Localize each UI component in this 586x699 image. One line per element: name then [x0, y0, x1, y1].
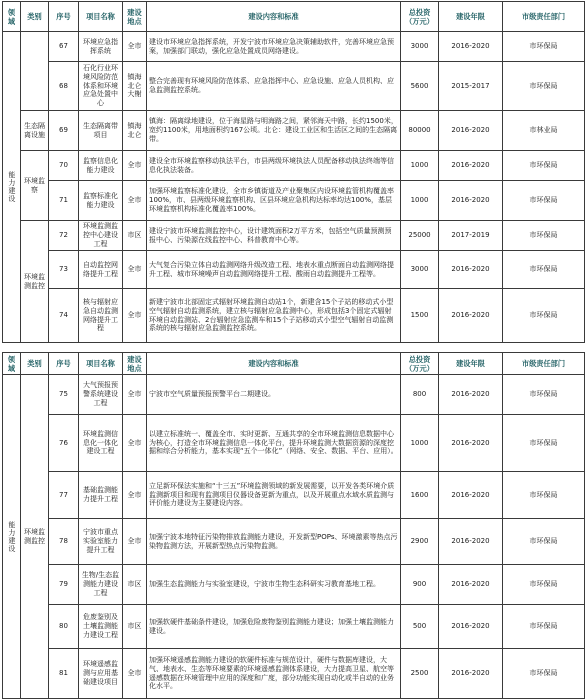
- table-row: [3, 151, 585, 181]
- header-dept: 市级责任部门: [503, 2, 585, 32]
- project-table-1: [2, 1, 585, 343]
- row-no: 71: [49, 181, 79, 221]
- row-investment: 5600: [401, 62, 439, 111]
- table-row: [3, 289, 585, 343]
- header-location: 建设地点: [123, 353, 147, 375]
- header-location: 建设地点: [123, 2, 147, 32]
- row-project: 危废鉴别及土壤监测能力建设工程: [79, 605, 123, 649]
- header-project: 项目名称: [79, 353, 123, 375]
- row-period: 2016-2020: [439, 472, 503, 519]
- table-gap: [0, 345, 586, 351]
- row-period: 2016-2020: [439, 289, 503, 343]
- table-row: [3, 251, 585, 289]
- row-location: 全市: [123, 375, 147, 415]
- row-dept: 市环保局: [503, 649, 585, 699]
- row-no: 76: [49, 415, 79, 472]
- row-investment: 1000: [401, 181, 439, 221]
- row-no: 79: [49, 565, 79, 605]
- table-row: [3, 32, 585, 62]
- row-no: 80: [49, 605, 79, 649]
- header-domain: 领域: [3, 2, 21, 32]
- row-period: 2015-2017: [439, 62, 503, 111]
- row-period: 2016-2020: [439, 375, 503, 415]
- row-dept: 市环保局: [503, 151, 585, 181]
- row-location: 全市: [123, 472, 147, 519]
- header-no: 序号: [49, 353, 79, 375]
- row-period: 2016-2020: [439, 251, 503, 289]
- row-content: 建设宁波市环境监测监控中心，设计建筑面积2万平方米，包括空气质量预测预报中心、污染源在线监控中心、科普教育中心等。: [147, 221, 401, 251]
- domain-cell: 能力建设: [3, 32, 21, 343]
- table-row: [3, 519, 585, 565]
- row-investment: 1000: [401, 415, 439, 472]
- row-project: 环境监测监控中心建设工程: [79, 221, 123, 251]
- row-period: 2016-2020: [439, 181, 503, 221]
- category-cell: 环境监测监控: [21, 221, 49, 343]
- row-investment: 800: [401, 375, 439, 415]
- row-project: 大气预报预警系统建设工程: [79, 375, 123, 415]
- row-no: 69: [49, 111, 79, 151]
- row-no: 72: [49, 221, 79, 251]
- header-category: 类别: [21, 353, 49, 375]
- row-no: 74: [49, 289, 79, 343]
- header-domain: 领域: [3, 353, 21, 375]
- row-content: 加强宁波本地特征污染物排放监测能力建设，开发新型POPs、环境激素等热点污染物监测方法，开展新型热点污染物监测。: [147, 519, 401, 565]
- row-investment: 80000: [401, 111, 439, 151]
- row-dept: 市环保局: [503, 289, 585, 343]
- header-category: 类别: [21, 2, 49, 32]
- header-dept: 市级责任部门: [503, 353, 585, 375]
- table-row: [3, 375, 585, 415]
- row-content: 加强生态监测能力与实验室建设，宁波市生物生态科研实习教育基地工程。: [147, 565, 401, 605]
- row-investment: 25000: [401, 221, 439, 251]
- row-project: 生物/生态监测能力建设工程: [79, 565, 123, 605]
- row-project: 宁波市重点实验室能力提升工程: [79, 519, 123, 565]
- row-investment: 1000: [401, 151, 439, 181]
- header-content: 建设内容和标准: [147, 353, 401, 375]
- row-content: 加强环境监察标准化建设，全市乡镇街道及产业聚集区内设环境监管机构覆盖率100%，市、县两级环境监察机构、区县环境应急机构达标率均达100%，基层环境监察机构标准化覆盖率100%。: [147, 181, 401, 221]
- header-investment: 总投资（万元）: [401, 353, 439, 375]
- row-no: 81: [49, 649, 79, 699]
- row-investment: 3000: [401, 251, 439, 289]
- row-no: 68: [49, 62, 79, 111]
- row-content: 以建立标准统一、覆盖全市、实时更新、互通共享的全市环境监测信息数据中心为核心，打造全市环境监测信息一体化平台，提升环境监测大数据资源的深度挖掘和综合分析能力，基本实现“五个一体化”（网络、安全、数据、平台、应用）。: [147, 415, 401, 472]
- row-dept: 市环保局: [503, 32, 585, 62]
- row-investment: 3000: [401, 32, 439, 62]
- row-project: 环境监测信息化一体化建设工程: [79, 415, 123, 472]
- row-dept: 市环保局: [503, 415, 585, 472]
- row-project: 生态隔离带项目: [79, 111, 123, 151]
- category-cell: 环境监察: [21, 151, 49, 221]
- row-location: 全市: [123, 151, 147, 181]
- row-content: 镇海：隔离绿地建设，位于海星路与明海路之间，紧邻海天中路，长约1500米，宽约1100米，用地面积约167公顷。北仑：建设工业区和生活区之间的生态隔离带。: [147, 111, 401, 151]
- row-location: 市区: [123, 221, 147, 251]
- row-project: 环境遥感监测与应用基础建设项目: [79, 649, 123, 699]
- row-dept: 市环保局: [503, 519, 585, 565]
- row-content: 整合完善现有环境风险防范体系、应急指挥中心、应急设施、应急人员机构、应急监测监控系统。: [147, 62, 401, 111]
- row-location: 镇海北仑大榭: [123, 62, 147, 111]
- header-period: 建设年限: [439, 2, 503, 32]
- table-row: [3, 221, 585, 251]
- table-row: [3, 415, 585, 472]
- table-row: [3, 472, 585, 519]
- row-location: 全市: [123, 649, 147, 699]
- category-cell: 环境监测监控: [21, 375, 49, 699]
- row-dept: 市环保局: [503, 472, 585, 519]
- row-dept: 市环保局: [503, 221, 585, 251]
- row-dept: 市环保局: [503, 565, 585, 605]
- row-content: 立足新环保法实施和“十三五”环境监测领域的新发展需要，以开发各类环境介质监测新项目和现有监测项目仪器设备更新为重点，以及开展重点水域水质监测与评价能力建设为主要建设内容。: [147, 472, 401, 519]
- row-dept: 市环保局: [503, 62, 585, 111]
- row-project: 环境应急指挥系统: [79, 32, 123, 62]
- row-location: 全市: [123, 415, 147, 472]
- table-row: [3, 181, 585, 221]
- row-location: 全市: [123, 519, 147, 565]
- row-investment: 1600: [401, 472, 439, 519]
- row-dept: 市环保局: [503, 181, 585, 221]
- row-location: 全市: [123, 251, 147, 289]
- row-location: 市区: [123, 605, 147, 649]
- row-investment: 900: [401, 565, 439, 605]
- row-no: 73: [49, 251, 79, 289]
- row-project: 监察信息化能力建设: [79, 151, 123, 181]
- header-content: 建设内容和标准: [147, 2, 401, 32]
- category-cell: 生态隔离设施: [21, 111, 49, 151]
- row-period: 2016-2020: [439, 415, 503, 472]
- row-investment: 500: [401, 605, 439, 649]
- table-row: [3, 565, 585, 605]
- row-no: 67: [49, 32, 79, 62]
- row-period: 2016-2020: [439, 519, 503, 565]
- row-period: 2017-2019: [439, 221, 503, 251]
- table-row: [3, 649, 585, 699]
- row-location: 全市: [123, 32, 147, 62]
- row-period: 2016-2020: [439, 111, 503, 151]
- row-content: 宁波市空气质量预报预警平台二期建设。: [147, 375, 401, 415]
- row-investment: 1500: [401, 289, 439, 343]
- header-period: 建设年限: [439, 353, 503, 375]
- header-project: 项目名称: [79, 2, 123, 32]
- row-investment: 2500: [401, 649, 439, 699]
- row-period: 2016-2020: [439, 649, 503, 699]
- row-period: 2016-2020: [439, 565, 503, 605]
- row-project: 基础监测能力提升工程: [79, 472, 123, 519]
- row-project: 石化行业环境风险防范体系和环境应急处置中心: [79, 62, 123, 111]
- row-dept: 市环保局: [503, 605, 585, 649]
- row-period: 2016-2020: [439, 151, 503, 181]
- row-location: 全市: [123, 181, 147, 221]
- header-no: 序号: [49, 2, 79, 32]
- row-content: 加强环境遥感监测能力建设的软硬件标准与规范设计，硬件与数据库建设，大气、地表水、生态等环境要素的环境遥感监测体系建设，大力提高卫星、航空等遥感数据在环境管理中应用的深度和广度，部分功能实现自动化或半自动的业务化水平。: [147, 649, 401, 699]
- row-no: 77: [49, 472, 79, 519]
- row-location: 市区: [123, 565, 147, 605]
- table-header-row: [3, 353, 585, 375]
- row-dept: 市环保局: [503, 375, 585, 415]
- row-content: 建设市环境应急指挥系统，开发宁波市环境应急决策辅助软件，完善环境应急预案，加强部门联动，强化应急处置成员网络建设。: [147, 32, 401, 62]
- row-content: 新建宁波市北部固定式辐射环境监测自动站1个，新建含15个子站的移动式小型空气辐射自动监测系统，建立核与辐射应急监测中心，形成包括3个固定式辐射环境自动监测站、2台辐射应急监测车和15个子站移动式小型空气辐射自动监测系统的核与辐射应急监测监控系统。: [147, 289, 401, 343]
- category-cell: [21, 32, 49, 111]
- row-period: 2016-2020: [439, 605, 503, 649]
- row-period: 2016-2020: [439, 32, 503, 62]
- row-project: 监察标准化能力建设: [79, 181, 123, 221]
- domain-cell: 能力建设: [3, 375, 21, 699]
- table-row: [3, 111, 585, 151]
- row-content: 加强软硬件基础条件建设，加强危险废物鉴别监测能力建设；加强土壤监测能力建设。: [147, 605, 401, 649]
- row-location: 镇海北仑: [123, 111, 147, 151]
- row-dept: 市环保局: [503, 251, 585, 289]
- table-header-row: [3, 2, 585, 32]
- row-location: 全市: [123, 289, 147, 343]
- row-project: 自动监控网络提升工程: [79, 251, 123, 289]
- row-content: 大气复合污染立体自动监测网络升级改造工程、地表水重点断面自动监测网络提升工程、城市环境噪声自动监测网络提升工程、酸雨自动监测提升工程等。: [147, 251, 401, 289]
- project-table-2: [2, 352, 585, 699]
- row-project: 核与辐射应急自动监测网络提升工程: [79, 289, 123, 343]
- row-no: 75: [49, 375, 79, 415]
- row-dept: 市林业局: [503, 111, 585, 151]
- table-row: [3, 62, 585, 111]
- row-investment: 2900: [401, 519, 439, 565]
- header-investment: 总投资（万元）: [401, 2, 439, 32]
- row-no: 78: [49, 519, 79, 565]
- row-no: 70: [49, 151, 79, 181]
- row-content: 建设全市环境监察移动执法平台，市县两级环境执法人员配备移动执法终端等信息化执法装备。: [147, 151, 401, 181]
- table-row: [3, 605, 585, 649]
